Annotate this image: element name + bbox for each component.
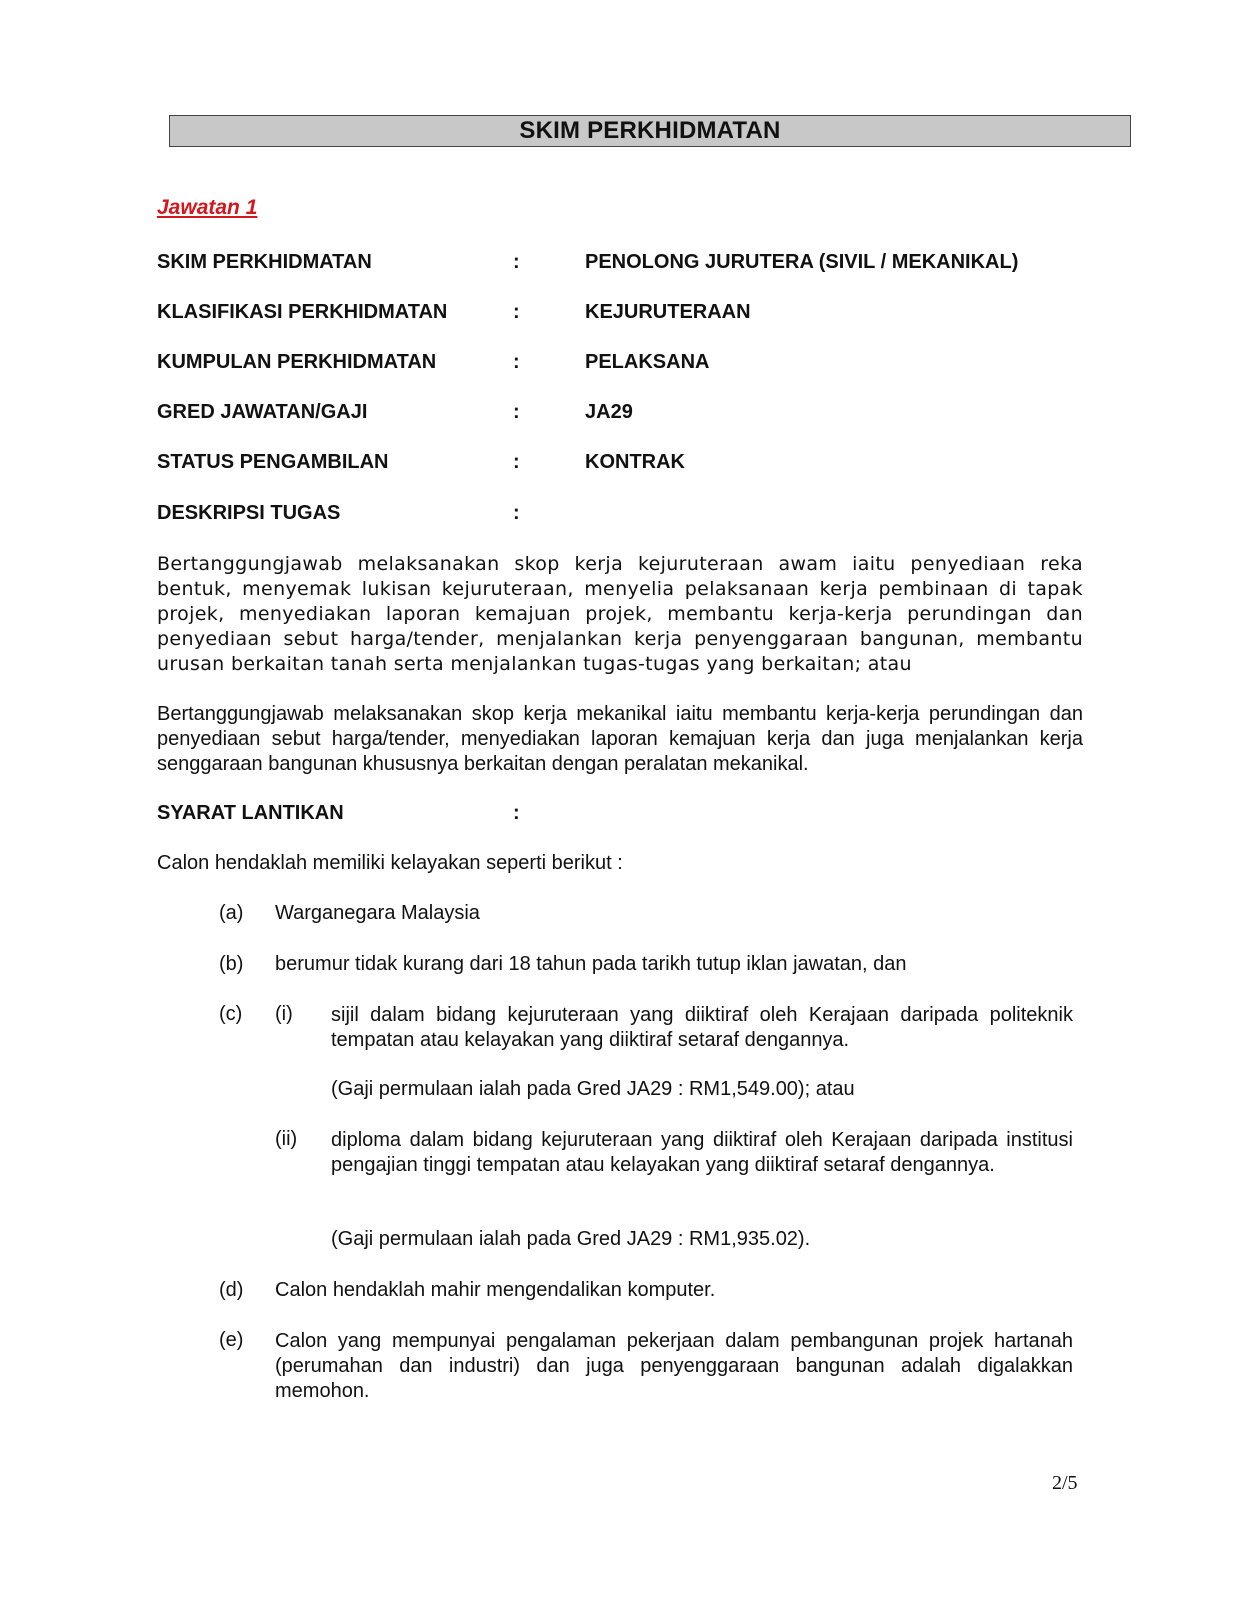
field-colon: :	[513, 251, 520, 273]
field-value: KONTRAK	[585, 451, 685, 473]
field-label: KUMPULAN PERKHIDMATAN	[157, 351, 437, 373]
field-label: KLASIFIKASI PERKHIDMATAN	[157, 301, 448, 323]
list-marker: (e)	[219, 1329, 244, 1351]
syarat-lantikan-label: SYARAT LANTIKAN	[157, 802, 344, 824]
field-label: STATUS PENGAMBILAN	[157, 451, 389, 473]
field-colon: :	[513, 351, 520, 373]
deskripsi-paragraph-awam: Bertanggungjawab melaksanakan skop kerja kejuruteraan awam iaitu penyediaan reka bentuk, menyemak lukisan kejuruteraan, menyelia pelaksanaan kerja pembinaan di tapak projek, menyediakan laporan kemajuan projek, membantu kerja-kerja perundingan dan penyediaan sebut harga/tender, menjalankan kerja penyenggaraan bangunan, membantu urusan berkaitan tanah serta menjalankan tugas-tugas yang berkaitan; atau	[157, 553, 1083, 675]
sublist-marker: (ii)	[275, 1128, 298, 1150]
field-value: PELAKSANA	[585, 351, 710, 373]
sublist-marker: (i)	[275, 1003, 293, 1025]
list-marker: (b)	[219, 953, 244, 975]
gaji-permulaan-note: (Gaji permulaan ialah pada Gred JA29 : RM1,549.00); atau	[331, 1078, 855, 1100]
sublist-item-text: diploma dalam bidang kejuruteraan yang diiktiraf oleh Kerajaan daripada institusi pengajian tinggi tempatan atau kelayakan yang diiktiraf setaraf dengannya.	[331, 1129, 1073, 1176]
field-colon: :	[513, 301, 520, 323]
syarat-lantikan-colon: :	[513, 802, 520, 824]
list-item-text: Warganegara Malaysia	[275, 902, 480, 924]
section-title-bar	[169, 115, 1131, 147]
list-item-text: berumur tidak kurang dari 18 tahun pada tarikh tutup iklan jawatan, dan	[275, 953, 907, 975]
section-title: SKIM PERKHIDMATAN	[519, 117, 781, 144]
list-item-text: Calon yang mempunyai pengalaman pekerjaan dalam pembangunan projek hartanah (perumahan dan industri) dan juga penyenggaraan bangunan adalah digalakkan memohon.	[275, 1330, 1073, 1402]
page-number: 2/5	[1052, 1472, 1078, 1494]
field-value: JA29	[585, 401, 633, 423]
gaji-permulaan-note: (Gaji permulaan ialah pada Gred JA29 : RM1,935.02).	[331, 1228, 811, 1250]
field-label: GRED JAWATAN/GAJI	[157, 401, 368, 423]
field-value: KEJURUTERAAN	[585, 301, 751, 323]
jawatan-heading: Jawatan 1	[157, 196, 258, 219]
field-colon: :	[513, 451, 520, 473]
list-marker: (c)	[219, 1003, 243, 1025]
field-value: PENOLONG JURUTERA (SIVIL / MEKANIKAL)	[585, 251, 1019, 273]
field-colon: :	[513, 502, 520, 524]
list-marker: (d)	[219, 1279, 244, 1301]
syarat-intro: Calon hendaklah memiliki kelayakan seperti berikut :	[157, 852, 623, 874]
list-item-text: Calon hendaklah mahir mengendalikan komputer.	[275, 1279, 716, 1301]
field-label: SKIM PERKHIDMATAN	[157, 251, 372, 273]
field-label: DESKRIPSI TUGAS	[157, 502, 341, 524]
sublist-item-text: sijil dalam bidang kejuruteraan yang diiktiraf oleh Kerajaan daripada politeknik tempatan atau kelayakan yang diiktiraf setaraf dengannya.	[331, 1004, 1073, 1051]
list-marker: (a)	[219, 902, 244, 924]
field-colon: :	[513, 401, 520, 423]
deskripsi-paragraph-mekanikal: Bertanggungjawab melaksanakan skop kerja mekanikal iaitu membantu kerja-kerja perundingan dan penyediaan sebut harga/tender, menyediakan laporan kemajuan kerja dan juga menjalankan kerja senggaraan bangunan khususnya berkaitan dengan peralatan mekanikal.	[157, 703, 1083, 775]
